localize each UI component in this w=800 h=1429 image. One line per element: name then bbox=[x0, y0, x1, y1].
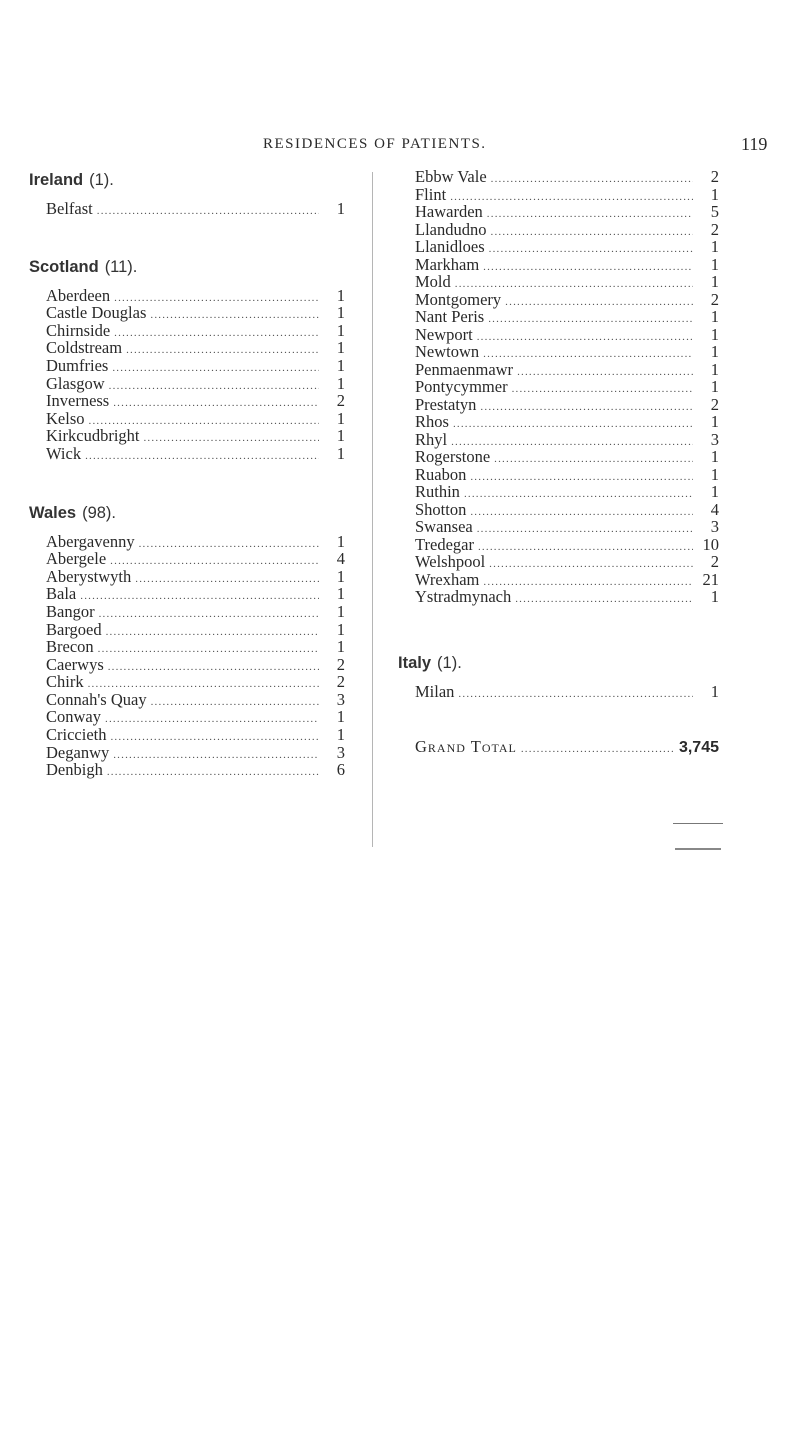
patient-count: 1 bbox=[710, 272, 719, 291]
patient-count: 3 bbox=[710, 517, 719, 536]
list-item bbox=[46, 726, 345, 744]
list-item bbox=[415, 291, 719, 309]
patient-count: 1 bbox=[710, 184, 719, 204]
patient-count: 1 bbox=[336, 566, 345, 586]
patient-count: 1 bbox=[336, 285, 345, 305]
list-item bbox=[46, 357, 345, 375]
patient-count: 1 bbox=[336, 584, 345, 604]
dot-leader bbox=[489, 241, 693, 259]
patient-count: 4 bbox=[710, 499, 719, 519]
place-name: Connah's Quay bbox=[46, 689, 147, 709]
list-item bbox=[46, 445, 345, 463]
dot-leader bbox=[85, 448, 319, 466]
list-item bbox=[415, 256, 719, 274]
patient-count: 1 bbox=[336, 531, 345, 551]
dot-leader bbox=[480, 399, 693, 417]
patient-count: 1 bbox=[336, 443, 345, 463]
place-name: Belfast bbox=[46, 199, 93, 218]
dot-leader bbox=[458, 686, 693, 704]
patient-count: 1 bbox=[336, 355, 345, 375]
dot-leader bbox=[477, 521, 693, 539]
place-name: Mold bbox=[415, 272, 451, 291]
section-count: (11). bbox=[104, 257, 138, 276]
list-item bbox=[46, 673, 345, 691]
patient-count: 2 bbox=[336, 654, 345, 674]
list-item bbox=[415, 203, 719, 221]
list-item bbox=[46, 691, 345, 709]
right-column bbox=[397, 168, 719, 756]
list-item bbox=[415, 378, 719, 396]
dot-leader bbox=[113, 395, 319, 413]
place-name: Kirkcudbright bbox=[46, 426, 140, 446]
list-item bbox=[415, 483, 719, 501]
patient-count: 2 bbox=[710, 219, 719, 239]
patient-count: 1 bbox=[336, 303, 345, 323]
dot-leader bbox=[470, 504, 693, 522]
patient-count: 1 bbox=[710, 307, 719, 326]
list-item bbox=[46, 638, 345, 656]
section-name: Wales bbox=[29, 503, 77, 522]
place-name: Tredegar bbox=[415, 534, 474, 554]
total-rule-bottom bbox=[675, 848, 721, 850]
section-count: (98). bbox=[82, 503, 117, 522]
patient-count: 2 bbox=[710, 552, 719, 571]
patient-count: 1 bbox=[336, 725, 345, 745]
dot-leader bbox=[126, 342, 319, 360]
section-name: Ireland bbox=[29, 171, 84, 189]
patient-count: 1 bbox=[336, 373, 345, 393]
dot-leader bbox=[521, 741, 675, 759]
place-name: Inverness bbox=[46, 391, 110, 411]
dot-leader bbox=[453, 416, 693, 434]
dot-leader bbox=[114, 325, 319, 343]
place-name: Swansea bbox=[415, 517, 473, 536]
patient-count: 1 bbox=[336, 320, 345, 340]
place-name: Ruabon bbox=[415, 464, 467, 484]
dot-leader bbox=[505, 294, 693, 312]
patient-count: 4 bbox=[336, 549, 345, 569]
place-name: Montgomery bbox=[415, 289, 502, 309]
list-item bbox=[415, 536, 719, 554]
patient-count: 1 bbox=[710, 237, 719, 256]
patient-count: 2 bbox=[336, 391, 345, 411]
dot-leader bbox=[488, 311, 693, 329]
section-scotland bbox=[29, 255, 345, 279]
dot-leader bbox=[105, 711, 319, 729]
left-column bbox=[28, 168, 345, 779]
italy-list bbox=[415, 683, 719, 701]
list-item bbox=[415, 326, 719, 344]
dot-leader bbox=[483, 346, 693, 364]
list-item bbox=[415, 518, 719, 536]
list-item bbox=[415, 466, 719, 484]
place-name: Rhyl bbox=[415, 429, 448, 449]
place-name: Rogerstone bbox=[415, 447, 491, 466]
page-header bbox=[0, 136, 800, 160]
grand-total-value: 3,745 bbox=[678, 739, 719, 756]
place-name: Aberystwyth bbox=[46, 566, 132, 586]
place-name: Chirnside bbox=[46, 320, 111, 340]
patient-count: 1 bbox=[710, 324, 719, 344]
section-name: Italy bbox=[398, 653, 432, 672]
list-item bbox=[46, 585, 345, 603]
patient-count: 1 bbox=[710, 681, 719, 701]
patient-count: 1 bbox=[336, 637, 345, 657]
list-item bbox=[46, 392, 345, 410]
patient-count: 1 bbox=[710, 377, 719, 396]
patient-count: 2 bbox=[336, 672, 345, 692]
place-name: Criccieth bbox=[46, 725, 107, 745]
patient-count: 5 bbox=[710, 202, 719, 221]
section-wales bbox=[29, 501, 345, 525]
dot-leader bbox=[97, 203, 319, 221]
section-name: Scotland bbox=[29, 257, 99, 276]
dot-leader bbox=[483, 259, 693, 277]
dot-leader bbox=[491, 171, 693, 189]
list-item bbox=[415, 448, 719, 466]
list-item bbox=[415, 396, 719, 414]
section-italy bbox=[398, 651, 719, 675]
place-name: Milan bbox=[415, 681, 455, 701]
dot-leader bbox=[113, 747, 319, 765]
total-rule-top bbox=[673, 823, 723, 824]
place-name: Llandudno bbox=[415, 219, 487, 239]
place-name: Nant Peris bbox=[415, 307, 485, 326]
patient-count: 1 bbox=[336, 601, 345, 621]
patient-count: 1 bbox=[336, 707, 345, 727]
patient-count: 2 bbox=[710, 167, 719, 186]
place-name: Hawarden bbox=[415, 202, 483, 221]
list-item bbox=[46, 621, 345, 639]
list-item bbox=[46, 339, 345, 357]
place-name: Pontycymmer bbox=[415, 377, 508, 396]
patient-count: 10 bbox=[702, 534, 719, 554]
list-item bbox=[46, 304, 345, 322]
place-name: Deganwy bbox=[46, 742, 110, 762]
dot-leader bbox=[80, 588, 319, 606]
place-name: Newport bbox=[415, 324, 473, 344]
patient-count: 6 bbox=[336, 760, 345, 780]
place-name: Conway bbox=[46, 707, 101, 727]
section-count: (1). bbox=[437, 653, 462, 672]
dot-leader bbox=[464, 486, 693, 504]
list-item bbox=[46, 603, 345, 621]
place-name: Rhos bbox=[415, 412, 449, 431]
list-item bbox=[46, 322, 345, 340]
list-item bbox=[415, 571, 719, 589]
place-name: Kelso bbox=[46, 408, 85, 428]
place-name: Newtown bbox=[415, 342, 480, 361]
section-ireland bbox=[29, 168, 345, 192]
place-name: Chirk bbox=[46, 672, 84, 692]
section-count: (1). bbox=[89, 171, 114, 189]
patient-count: 21 bbox=[702, 569, 719, 589]
place-name: Brecon bbox=[46, 637, 94, 657]
list-item bbox=[415, 501, 719, 519]
patient-count: 1 bbox=[710, 587, 719, 606]
patient-count: 1 bbox=[336, 426, 345, 446]
dot-leader bbox=[143, 430, 319, 448]
dot-leader bbox=[487, 206, 693, 224]
list-item bbox=[415, 238, 719, 256]
column-divider bbox=[372, 172, 373, 847]
dot-leader bbox=[151, 694, 319, 712]
dot-leader bbox=[470, 469, 693, 487]
dot-leader bbox=[491, 224, 694, 242]
dot-leader bbox=[450, 189, 693, 207]
place-name: Abergavenny bbox=[46, 531, 135, 551]
place-name: Flint bbox=[415, 184, 447, 204]
list-item bbox=[46, 656, 345, 674]
place-name: Wrexham bbox=[415, 569, 480, 589]
patient-count: 1 bbox=[710, 412, 719, 431]
list-item bbox=[415, 588, 719, 606]
wales-list-continued bbox=[415, 168, 719, 606]
place-name: Wick bbox=[46, 443, 82, 463]
list-item bbox=[46, 761, 345, 779]
dot-leader bbox=[106, 624, 319, 642]
dot-leader bbox=[110, 553, 319, 571]
place-name: Glasgow bbox=[46, 373, 105, 393]
dot-leader bbox=[489, 556, 693, 574]
dot-leader bbox=[135, 571, 319, 589]
patient-count: 1 bbox=[710, 342, 719, 361]
patient-count: 1 bbox=[710, 359, 719, 379]
place-name: Prestatyn bbox=[415, 394, 477, 414]
place-name: Caerwys bbox=[46, 654, 104, 674]
list-item bbox=[415, 553, 719, 571]
place-name: Bargoed bbox=[46, 619, 102, 639]
list-item bbox=[415, 308, 719, 326]
place-name: Ystradmynach bbox=[415, 587, 512, 606]
place-name: Castle Douglas bbox=[46, 303, 147, 323]
grand-total-row bbox=[415, 738, 719, 756]
place-name: Ruthin bbox=[415, 482, 460, 501]
list-item bbox=[46, 550, 345, 568]
patient-count: 1 bbox=[336, 338, 345, 358]
dot-leader bbox=[483, 574, 693, 592]
scotland-list bbox=[46, 287, 345, 463]
list-item bbox=[415, 273, 719, 291]
place-name: Coldstream bbox=[46, 338, 123, 358]
dot-leader bbox=[99, 606, 319, 624]
dot-leader bbox=[517, 364, 693, 382]
patient-count: 1 bbox=[710, 464, 719, 484]
list-item bbox=[415, 221, 719, 239]
list-item bbox=[46, 533, 345, 551]
dot-leader bbox=[477, 329, 693, 347]
patient-count: 1 bbox=[710, 482, 719, 501]
list-item bbox=[415, 413, 719, 431]
place-name: Welshpool bbox=[415, 552, 486, 571]
patient-count: 3 bbox=[336, 742, 345, 762]
list-item bbox=[415, 683, 719, 701]
dot-leader bbox=[512, 381, 693, 399]
dot-leader bbox=[150, 307, 319, 325]
dot-leader bbox=[478, 539, 693, 557]
list-item bbox=[46, 287, 345, 305]
list-item bbox=[46, 708, 345, 726]
dot-leader bbox=[515, 591, 693, 609]
patient-count: 1 bbox=[710, 447, 719, 466]
patient-count: 1 bbox=[336, 619, 345, 639]
patient-count: 1 bbox=[336, 408, 345, 428]
dot-leader bbox=[109, 378, 319, 396]
list-item bbox=[46, 427, 345, 445]
place-name: Shotton bbox=[415, 499, 467, 519]
place-name: Markham bbox=[415, 254, 480, 274]
place-name: Bala bbox=[46, 584, 77, 604]
list-item bbox=[46, 410, 345, 428]
dot-leader bbox=[139, 536, 319, 554]
place-name: Abergele bbox=[46, 549, 107, 569]
list-item bbox=[415, 343, 719, 361]
patient-count: 1 bbox=[336, 199, 345, 218]
grand-total-label: Grand Total bbox=[415, 737, 517, 756]
dot-leader bbox=[98, 641, 319, 659]
list-item bbox=[46, 375, 345, 393]
place-name: Penmaenmawr bbox=[415, 359, 514, 379]
list-item bbox=[46, 568, 345, 586]
dot-leader bbox=[112, 360, 319, 378]
list-item bbox=[415, 168, 719, 186]
list-item bbox=[415, 186, 719, 204]
list-item bbox=[415, 361, 719, 379]
patient-count: 3 bbox=[710, 429, 719, 449]
list-item bbox=[46, 744, 345, 762]
patient-count: 1 bbox=[710, 254, 719, 274]
dot-leader bbox=[107, 764, 319, 782]
dot-leader bbox=[108, 659, 319, 677]
dot-leader bbox=[110, 729, 319, 747]
running-title: RESIDENCES OF PATIENTS. bbox=[263, 136, 487, 152]
place-name: Denbigh bbox=[46, 760, 103, 780]
dot-leader bbox=[494, 451, 693, 469]
wales-list bbox=[46, 533, 345, 779]
patient-count: 2 bbox=[710, 289, 719, 309]
patient-count: 3 bbox=[336, 689, 345, 709]
list-item bbox=[415, 431, 719, 449]
place-name: Dumfries bbox=[46, 355, 109, 375]
place-name: Bangor bbox=[46, 601, 95, 621]
list-item bbox=[46, 200, 345, 218]
ireland-list bbox=[46, 200, 345, 218]
patient-count: 2 bbox=[710, 394, 719, 414]
place-name: Ebbw Vale bbox=[415, 167, 487, 186]
place-name: Aberdeen bbox=[46, 285, 111, 305]
place-name: Llanidloes bbox=[415, 237, 485, 256]
page-number: 119 bbox=[741, 134, 768, 154]
